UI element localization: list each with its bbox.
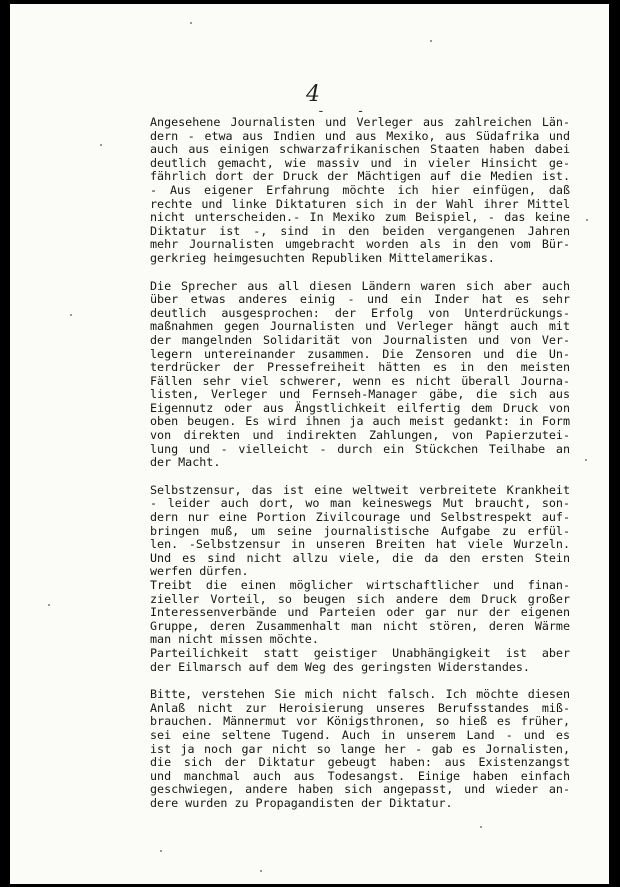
text-line: mehr Journalisten umgebracht worden als in den vom Bür- <box>150 237 570 252</box>
paragraph <box>150 116 570 266</box>
scan-speck <box>70 314 72 316</box>
text-line: über etwas anderes einig - und ein Inder hat es sehr <box>150 292 570 307</box>
scan-speck <box>480 826 482 828</box>
text-line: fährlich dort der Druck der Mächtigen auf die Medien ist. <box>150 169 570 184</box>
text-line: oben beugen. Es wird ihnen ja auch meist gedankt: in Form <box>150 414 570 429</box>
text-line: Parteilichkeit statt geistiger Unabhängigkeit ist aber <box>150 645 570 660</box>
text-line: geschwiegen, andere haben sich angepasst, und wieder an- <box>150 782 570 797</box>
text-line: sei eine seltene Tugend. Auch in unserem Land - und es <box>150 727 570 742</box>
text-line: werfen dürfen. <box>150 564 249 579</box>
text-line: dere wurden zu Propagandisten der Diktatur. <box>150 795 453 810</box>
page-number-dashes: - - <box>317 104 377 119</box>
paragraph <box>150 280 570 470</box>
text-line: Bitte, verstehen Sie mich nicht falsch. Ich möchte diesen <box>150 687 570 702</box>
document-page <box>10 4 609 884</box>
scan-speck <box>100 144 102 146</box>
text-line: dern - etwa aus Indien und aus Mexiko, aus Südafrika und <box>150 128 570 143</box>
text-line: Anlaß nicht zur Heroisierung unseres Berufsstandes miß- <box>150 700 570 715</box>
text-line: von direkten und indirekten Zahlungen, von Papierzutei- <box>150 428 570 443</box>
text-line: rechte und linke Diktaturen sich in der Wahl ihrer Mittel <box>150 196 570 211</box>
text-line: Die Sprecher aus all diesen Ländern waren sich aber auch <box>150 278 570 293</box>
scan-speck <box>48 604 50 606</box>
text-line: listen, Verleger und Fernseh-Manager gäbe, die sich aus <box>150 387 570 402</box>
text-line: deutlich ausgesprochen: der Erfolg von Unterdrückungs- <box>150 305 570 320</box>
paragraph <box>150 688 570 810</box>
text-line: ist ja noch gar nicht so lange her - gab es Jornalisten, <box>150 741 570 756</box>
text-line: deutlich gemacht, wie massiv und in vieler Hinsicht ge- <box>150 155 570 170</box>
scan-speck <box>260 870 262 872</box>
text-line: nicht unterscheiden.- In Mexiko zum Beispiel, - das keine <box>150 210 570 225</box>
text-line: Fällen sehr viel schwerer, wenn es nicht überall Journa- <box>150 373 570 388</box>
text-line: - leider auch dort, wo man keineswegs Mut braucht, son- <box>150 496 570 511</box>
text-line: der Macht. <box>150 455 221 470</box>
text-line: Gruppe, deren Zusammenhalt man nicht stören, deren Wärme <box>150 618 570 633</box>
text-line: Eigennutz oder aus Ängstlichkeit eilfertig dem Druck von <box>150 400 570 415</box>
text-line: brauchen. Männermut vor Königsthronen, so hieß es früher, <box>150 714 570 729</box>
text-line: auch aus einigen schwarzafrikanischen Staaten haben dabei <box>150 142 570 157</box>
text-line: Diktatur ist -, sind in den beiden vergangenen Jahren <box>150 223 570 238</box>
text-line: Interessenverbände und Parteien oder gar nur der eigenen <box>150 605 570 620</box>
text-line: man nicht missen möchte. <box>150 632 319 647</box>
text-line: legern untereinander zusammen. Die Zensoren und die Un- <box>150 346 570 361</box>
text-line: Treibt die einen möglicher wirtschaftlicher und finan- <box>150 578 570 592</box>
text-line: Angesehene Journalisten und Verleger aus zahlreichen Län- <box>150 115 570 129</box>
text-line: Und es sind nicht allzu viele, die da den ersten Stein <box>150 550 570 565</box>
text-line: len. -Selbstzensur in unseren Breiten hat viele Wurzeln. <box>150 537 570 552</box>
scan-speck <box>586 219 588 221</box>
paragraph <box>150 484 570 674</box>
scan-speck <box>160 850 162 852</box>
text-line: der mangelnden Solidarität von Journalisten und von Ver- <box>150 332 570 347</box>
text-line: zieller Vorteil, so beugen sich andere dem Druck großer <box>150 591 570 606</box>
page-number: 4 <box>306 82 320 107</box>
text-line: und manchmal auch aus Todesangst. Einige haben einfach <box>150 768 570 783</box>
text-line: Selbstzensur, das ist eine weltweit verbreitete Krankheit <box>150 482 570 497</box>
text-line: dern nur eine Portion Zivilcourage und Selbstrespekt auf- <box>150 510 570 525</box>
text-line: die sich der Diktatur gebeugt haben: aus Existenzangst <box>150 755 570 770</box>
scan-speck <box>190 22 192 24</box>
body-text <box>150 116 570 825</box>
text-line: der Eilmarsch auf dem Weg des geringsten Widerstandes. <box>150 659 530 674</box>
text-line: maßnahmen gegen Journalisten und Verleger hängt auch mit <box>150 319 570 334</box>
scan-speck <box>585 459 587 461</box>
text-line: gerkrieg heimgesuchten Republiken Mittelamerikas. <box>150 250 495 265</box>
scan-speck <box>430 40 432 42</box>
text-line: terdrücker der Pressefreiheit hätten es in den meisten <box>150 360 570 375</box>
text-line: bringen muß, um seine journalistische Aufgabe zu erfül- <box>150 523 570 538</box>
text-line: - Aus eigener Erfahrung möchte ich hier einfügen, daß <box>150 182 570 197</box>
text-line: lung und - vielleicht - durch ein Stückchen Teilhabe an <box>150 441 570 456</box>
